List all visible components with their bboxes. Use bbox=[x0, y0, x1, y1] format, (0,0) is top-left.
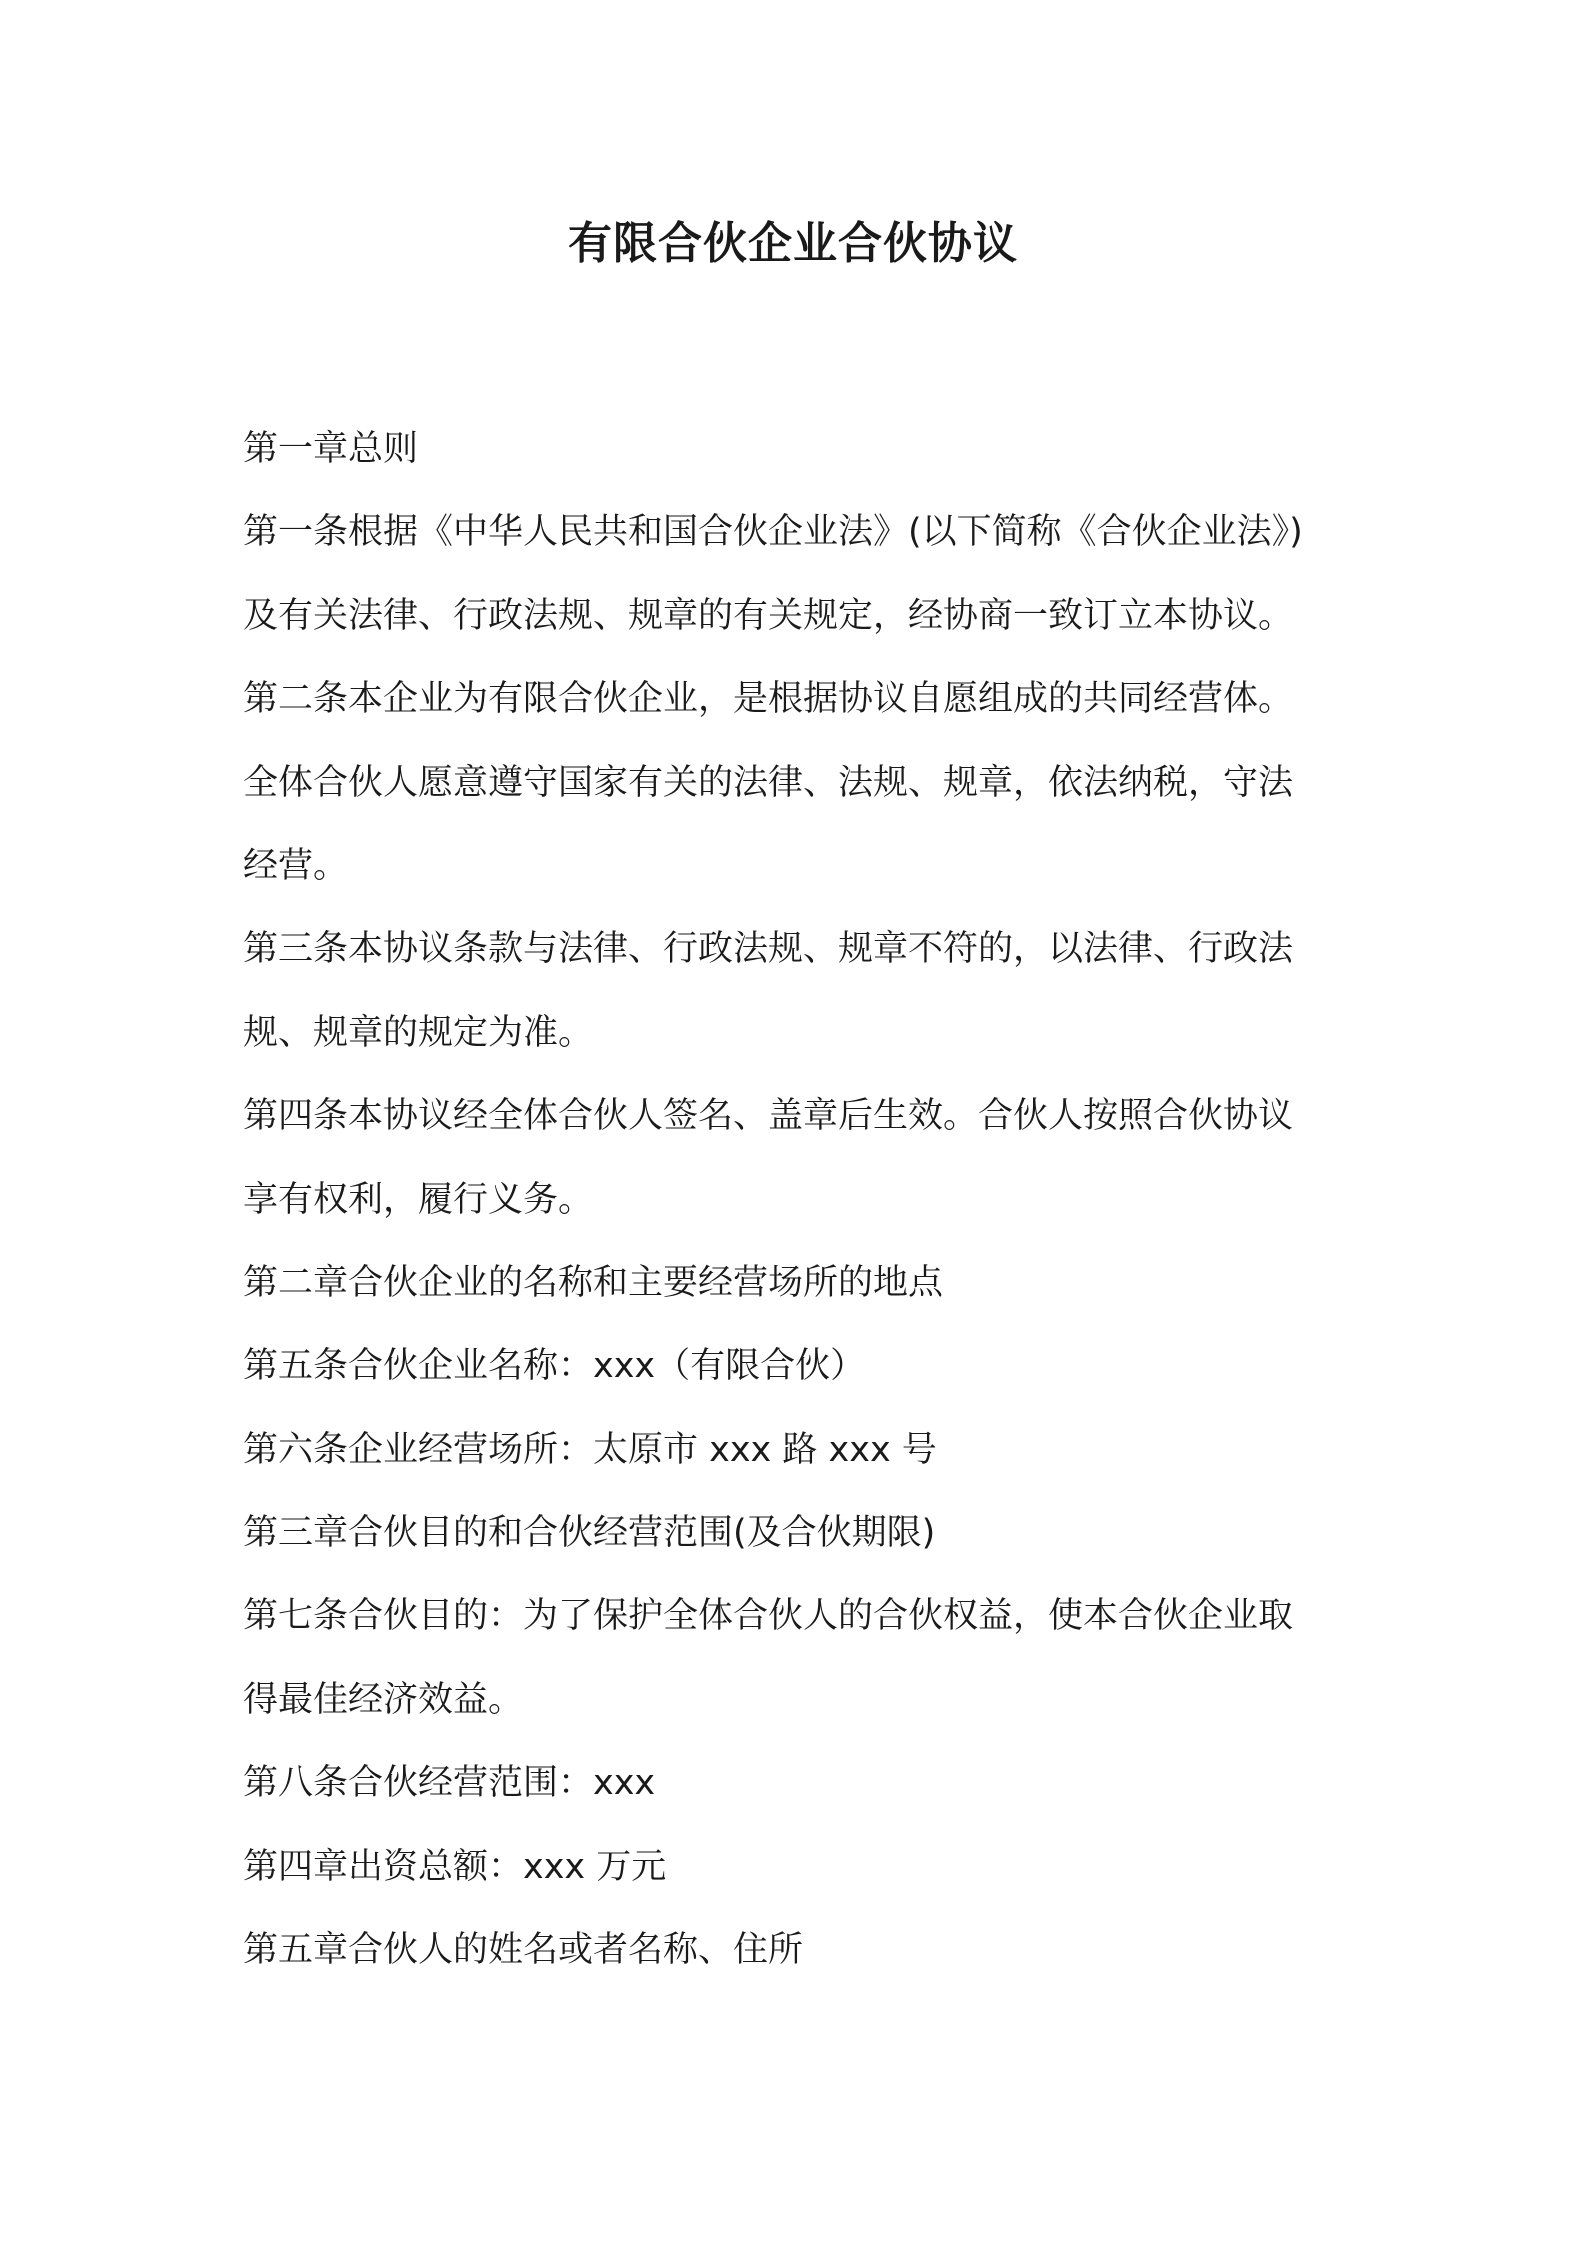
chapter-4-heading: 第四章出资总额：xxx 万元 bbox=[243, 1846, 667, 1887]
article-2-line-3: 经营。 bbox=[243, 845, 349, 886]
article-4-line-2: 享有权利，履行义务。 bbox=[243, 1179, 594, 1220]
chapter-1-heading: 第一章总则 bbox=[243, 429, 419, 469]
article-2-line-2: 全体合伙人愿意遵守国家有关的法律、法规、规章，依法纳税，守法 bbox=[243, 762, 1294, 803]
document-body bbox=[243, 408, 1373, 1992]
article-6-line: 第六条企业经营场所：太原市 xxx 路 xxx 号 bbox=[243, 1429, 937, 1470]
article-5-line: 第五条合伙企业名称：xxx（有限合伙） bbox=[243, 1346, 866, 1387]
article-8-line: 第八条合伙经营范围：xxx bbox=[243, 1763, 656, 1804]
chapter-3-heading: 第三章合伙目的和合伙经营范围(及合伙期限) bbox=[243, 1513, 936, 1554]
article-7-line-2: 得最佳经济效益。 bbox=[243, 1679, 524, 1720]
article-1-line-2: 及有关法律、行政法规、规章的有关规定，经协商一致订立本协议。 bbox=[243, 595, 1294, 636]
chapter-2-heading: 第二章合伙企业的名称和主要经营场所的地点 bbox=[243, 1262, 944, 1303]
article-1-line-1: 第一条根据《中华人民共和国合伙企业法》(以下简称《合伙企业法》) bbox=[243, 512, 1303, 553]
article-3-line-2: 规、规章的规定为准。 bbox=[243, 1012, 594, 1053]
chapter-5-heading: 第五章合伙人的姓名或者名称、住所 bbox=[243, 1930, 804, 1971]
article-4-line-1: 第四条本协议经全体合伙人签名、盖章后生效。合伙人按照合伙协议 bbox=[243, 1096, 1294, 1137]
article-2-line-1: 第二条本企业为有限合伙企业，是根据协议自愿组成的共同经营体。 bbox=[243, 679, 1294, 720]
article-7-line-1: 第七条合伙目的：为了保护全体合伙人的合伙权益，使本合伙企业取 bbox=[243, 1596, 1294, 1637]
article-3-line-1: 第三条本协议条款与法律、行政法规、规章不符的，以法律、行政法 bbox=[243, 929, 1294, 970]
document-title: 有限合伙企业合伙协议 bbox=[568, 218, 1018, 269]
